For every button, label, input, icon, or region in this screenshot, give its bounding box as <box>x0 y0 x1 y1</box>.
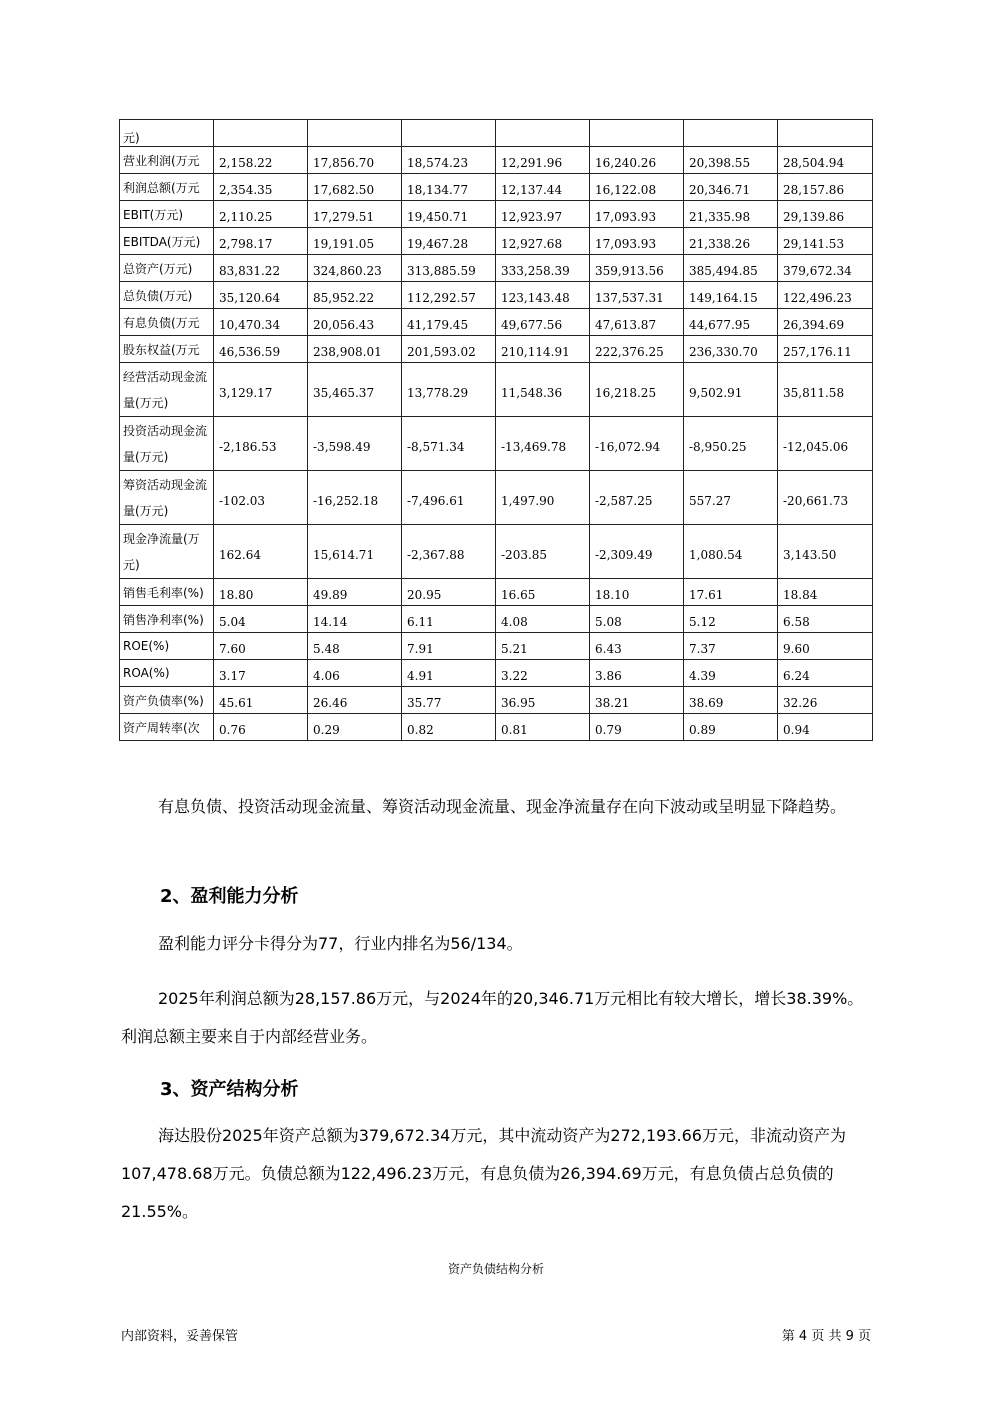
table-cell: 201,593.02 <box>402 336 496 363</box>
row-label: ROE(%) <box>120 633 214 660</box>
table-cell: 13,778.29 <box>402 363 496 417</box>
footer-page-number: 第 4 页 共 9 页 <box>781 1329 871 1344</box>
table-cell: 149,164.15 <box>684 282 778 309</box>
table-cell: 6.11 <box>402 606 496 633</box>
row-label: 资产负债率(%) <box>120 687 214 714</box>
table-cell: 313,885.59 <box>402 255 496 282</box>
table-cell: 557.27 <box>684 471 778 525</box>
row-label: EBIT(万元) <box>120 201 214 228</box>
row-label: EBITDA(万元) <box>120 228 214 255</box>
table-cell: 2,798.17 <box>214 228 308 255</box>
table-cell: 15,614.71 <box>308 525 402 579</box>
table-cell <box>496 120 590 147</box>
table-cell: 18.80 <box>214 579 308 606</box>
table-cell: 5.08 <box>590 606 684 633</box>
table-cell: 162.64 <box>214 525 308 579</box>
row-label: 元) <box>120 120 214 147</box>
table-row <box>120 660 873 687</box>
table-cell: 29,139.86 <box>778 201 873 228</box>
table-row <box>120 174 873 201</box>
table-row <box>120 201 873 228</box>
table-cell: 3.86 <box>590 660 684 687</box>
row-label: 有息负债(万元 <box>120 309 214 336</box>
table-cell: 32.26 <box>778 687 873 714</box>
table-cell: 5.04 <box>214 606 308 633</box>
table-cell: -16,072.94 <box>590 417 684 471</box>
table-cell: 7.91 <box>402 633 496 660</box>
table-row <box>120 363 873 417</box>
table-cell: 5.12 <box>684 606 778 633</box>
table-cell: 12,291.96 <box>496 147 590 174</box>
table-cell: 3,129.17 <box>214 363 308 417</box>
table-cell: 38.69 <box>684 687 778 714</box>
table-cell: 0.29 <box>308 714 402 741</box>
table-row <box>120 579 873 606</box>
table-cell: -13,469.78 <box>496 417 590 471</box>
table-cell: 112,292.57 <box>402 282 496 309</box>
table-cell: 49,677.56 <box>496 309 590 336</box>
table-cell: 333,258.39 <box>496 255 590 282</box>
table-cell: 12,927.68 <box>496 228 590 255</box>
table-cell: 16,218.25 <box>590 363 684 417</box>
table-cell: 44,677.95 <box>684 309 778 336</box>
row-label: 利润总额(万元 <box>120 174 214 201</box>
table-cell: 21,338.26 <box>684 228 778 255</box>
table-cell: 29,141.53 <box>778 228 873 255</box>
table-cell: 20,346.71 <box>684 174 778 201</box>
table-cell: 4.39 <box>684 660 778 687</box>
table-cell: 38.21 <box>590 687 684 714</box>
financial-table <box>119 119 873 741</box>
table-cell: 17,856.70 <box>308 147 402 174</box>
row-label: 营业利润(万元 <box>120 147 214 174</box>
row-label: ROA(%) <box>120 660 214 687</box>
table-cell: -2,587.25 <box>590 471 684 525</box>
table-cell: 210,114.91 <box>496 336 590 363</box>
table-cell: 137,537.31 <box>590 282 684 309</box>
table-cell: 123,143.48 <box>496 282 590 309</box>
section-heading-profitability: 2、盈利能力分析 <box>160 886 299 907</box>
table-cell: 0.82 <box>402 714 496 741</box>
table-cell <box>778 120 873 147</box>
row-label: 经营活动现金流量(万元) <box>120 363 214 417</box>
table-cell: 16.65 <box>496 579 590 606</box>
table-row <box>120 228 873 255</box>
table-cell: 20,056.43 <box>308 309 402 336</box>
table-cell: 14.14 <box>308 606 402 633</box>
table-cell: 21,335.98 <box>684 201 778 228</box>
trend-paragraph: 有息负债、投资活动现金流量、筹资活动现金流量、现金净流量存在向下波动或呈明显下降趋势。 <box>158 797 847 816</box>
row-label: 筹资活动现金流量(万元) <box>120 471 214 525</box>
table-cell <box>684 120 778 147</box>
asset-paragraph: 海达股份2025年资产总额为379,672.34万元，其中流动资产为272,193.66万元，非流动资产为107,478.68万元。负债总额为122,496.23万元，有息负债为26,394.69万元，有息负债占总负债的21.55%。 <box>121 1126 846 1221</box>
table-cell: 28,504.94 <box>778 147 873 174</box>
table-cell: 0.79 <box>590 714 684 741</box>
table-cell: -203.85 <box>496 525 590 579</box>
table-row <box>120 417 873 471</box>
table-cell: 324,860.23 <box>308 255 402 282</box>
table-cell: 41,179.45 <box>402 309 496 336</box>
table-cell: 35,465.37 <box>308 363 402 417</box>
table-cell: 49.89 <box>308 579 402 606</box>
table-cell: -20,661.73 <box>778 471 873 525</box>
table-cell: 4.06 <box>308 660 402 687</box>
table-cell: 35,811.58 <box>778 363 873 417</box>
financial-table-body <box>120 120 873 741</box>
table-cell: 0.94 <box>778 714 873 741</box>
table-cell: -16,252.18 <box>308 471 402 525</box>
table-cell: 47,613.87 <box>590 309 684 336</box>
table-cell: 379,672.34 <box>778 255 873 282</box>
table-row <box>120 633 873 660</box>
table-cell: -8,571.34 <box>402 417 496 471</box>
table-cell: 2,354.35 <box>214 174 308 201</box>
row-label: 总负债(万元) <box>120 282 214 309</box>
table-cell: 1,080.54 <box>684 525 778 579</box>
table-row <box>120 714 873 741</box>
row-label: 总资产(万元) <box>120 255 214 282</box>
table-cell: 11,548.36 <box>496 363 590 417</box>
table-cell <box>308 120 402 147</box>
table-cell: 385,494.85 <box>684 255 778 282</box>
table-cell: 16,240.26 <box>590 147 684 174</box>
table-cell: 35,120.64 <box>214 282 308 309</box>
table-cell: 17,093.93 <box>590 228 684 255</box>
table-cell <box>214 120 308 147</box>
table-cell: 46,536.59 <box>214 336 308 363</box>
table-cell: -8,950.25 <box>684 417 778 471</box>
table-cell: 0.81 <box>496 714 590 741</box>
table-cell: 18.10 <box>590 579 684 606</box>
table-cell: 17.61 <box>684 579 778 606</box>
footer-confidential: 内部资料，妥善保管 <box>121 1329 239 1344</box>
table-row <box>120 120 873 147</box>
table-cell: 7.60 <box>214 633 308 660</box>
table-cell: 9.60 <box>778 633 873 660</box>
table-cell: 45.61 <box>214 687 308 714</box>
table-cell: 2,158.22 <box>214 147 308 174</box>
table-cell: 238,908.01 <box>308 336 402 363</box>
table-cell: 19,467.28 <box>402 228 496 255</box>
table-row <box>120 606 873 633</box>
table-row <box>120 336 873 363</box>
score-paragraph: 盈利能力评分卡得分为77，行业内排名为56/134。 <box>158 934 523 953</box>
table-cell: -3,598.49 <box>308 417 402 471</box>
table-cell: 18.84 <box>778 579 873 606</box>
table-cell: 26.46 <box>308 687 402 714</box>
table-cell: 10,470.34 <box>214 309 308 336</box>
table-cell: 20,398.55 <box>684 147 778 174</box>
table-cell: 0.89 <box>684 714 778 741</box>
table-cell <box>402 120 496 147</box>
table-cell: 5.48 <box>308 633 402 660</box>
table-cell: 20.95 <box>402 579 496 606</box>
table-cell: 18,134.77 <box>402 174 496 201</box>
table-cell: 7.37 <box>684 633 778 660</box>
section-heading-asset-structure: 3、资产结构分析 <box>160 1079 299 1100</box>
table-cell: 3.17 <box>214 660 308 687</box>
table-cell: 12,923.97 <box>496 201 590 228</box>
row-label: 销售净利率(%) <box>120 606 214 633</box>
table-cell: -7,496.61 <box>402 471 496 525</box>
table-cell: -2,309.49 <box>590 525 684 579</box>
table-cell: 35.77 <box>402 687 496 714</box>
table-cell: -102.03 <box>214 471 308 525</box>
row-label: 资产周转率(次 <box>120 714 214 741</box>
table-row <box>120 255 873 282</box>
table-row <box>120 282 873 309</box>
table-cell: 17,093.93 <box>590 201 684 228</box>
table-cell: 36.95 <box>496 687 590 714</box>
table-cell: 5.21 <box>496 633 590 660</box>
table-cell: 4.08 <box>496 606 590 633</box>
table-cell: 6.43 <box>590 633 684 660</box>
table-cell: -2,186.53 <box>214 417 308 471</box>
table-cell: 236,330.70 <box>684 336 778 363</box>
table-cell: 83,831.22 <box>214 255 308 282</box>
table-cell: 3.22 <box>496 660 590 687</box>
table-cell <box>590 120 684 147</box>
table-cell: 257,176.11 <box>778 336 873 363</box>
table-cell: 6.24 <box>778 660 873 687</box>
row-label: 销售毛利率(%) <box>120 579 214 606</box>
table-cell: 18,574.23 <box>402 147 496 174</box>
table-cell: 3,143.50 <box>778 525 873 579</box>
table-cell: -12,045.06 <box>778 417 873 471</box>
table-cell: 122,496.23 <box>778 282 873 309</box>
table-cell: 359,913.56 <box>590 255 684 282</box>
table-cell: 222,376.25 <box>590 336 684 363</box>
table-cell: -2,367.88 <box>402 525 496 579</box>
table-cell: 28,157.86 <box>778 174 873 201</box>
table-cell: 85,952.22 <box>308 282 402 309</box>
table-row <box>120 471 873 525</box>
table-cell: 16,122.08 <box>590 174 684 201</box>
table-cell: 17,279.51 <box>308 201 402 228</box>
table-row <box>120 147 873 174</box>
table-row <box>120 525 873 579</box>
profit-paragraph: 2025年利润总额为28,157.86万元，与2024年的20,346.71万元相比有较大增长，增长38.39%。利润总额主要来自于内部经营业务。 <box>121 989 864 1046</box>
table-cell: 1,497.90 <box>496 471 590 525</box>
table-cell: 19,450.71 <box>402 201 496 228</box>
row-label: 股东权益(万元 <box>120 336 214 363</box>
table-cell: 9,502.91 <box>684 363 778 417</box>
table-cell: 17,682.50 <box>308 174 402 201</box>
table-cell: 2,110.25 <box>214 201 308 228</box>
table-row <box>120 309 873 336</box>
table-cell: 4.91 <box>402 660 496 687</box>
chart-caption: 资产负债结构分析 <box>447 1262 544 1276</box>
table-cell: 0.76 <box>214 714 308 741</box>
table-row <box>120 687 873 714</box>
table-cell: 19,191.05 <box>308 228 402 255</box>
row-label: 现金净流量(万元) <box>120 525 214 579</box>
row-label: 投资活动现金流量(万元) <box>120 417 214 471</box>
table-cell: 12,137.44 <box>496 174 590 201</box>
table-cell: 6.58 <box>778 606 873 633</box>
table-cell: 26,394.69 <box>778 309 873 336</box>
